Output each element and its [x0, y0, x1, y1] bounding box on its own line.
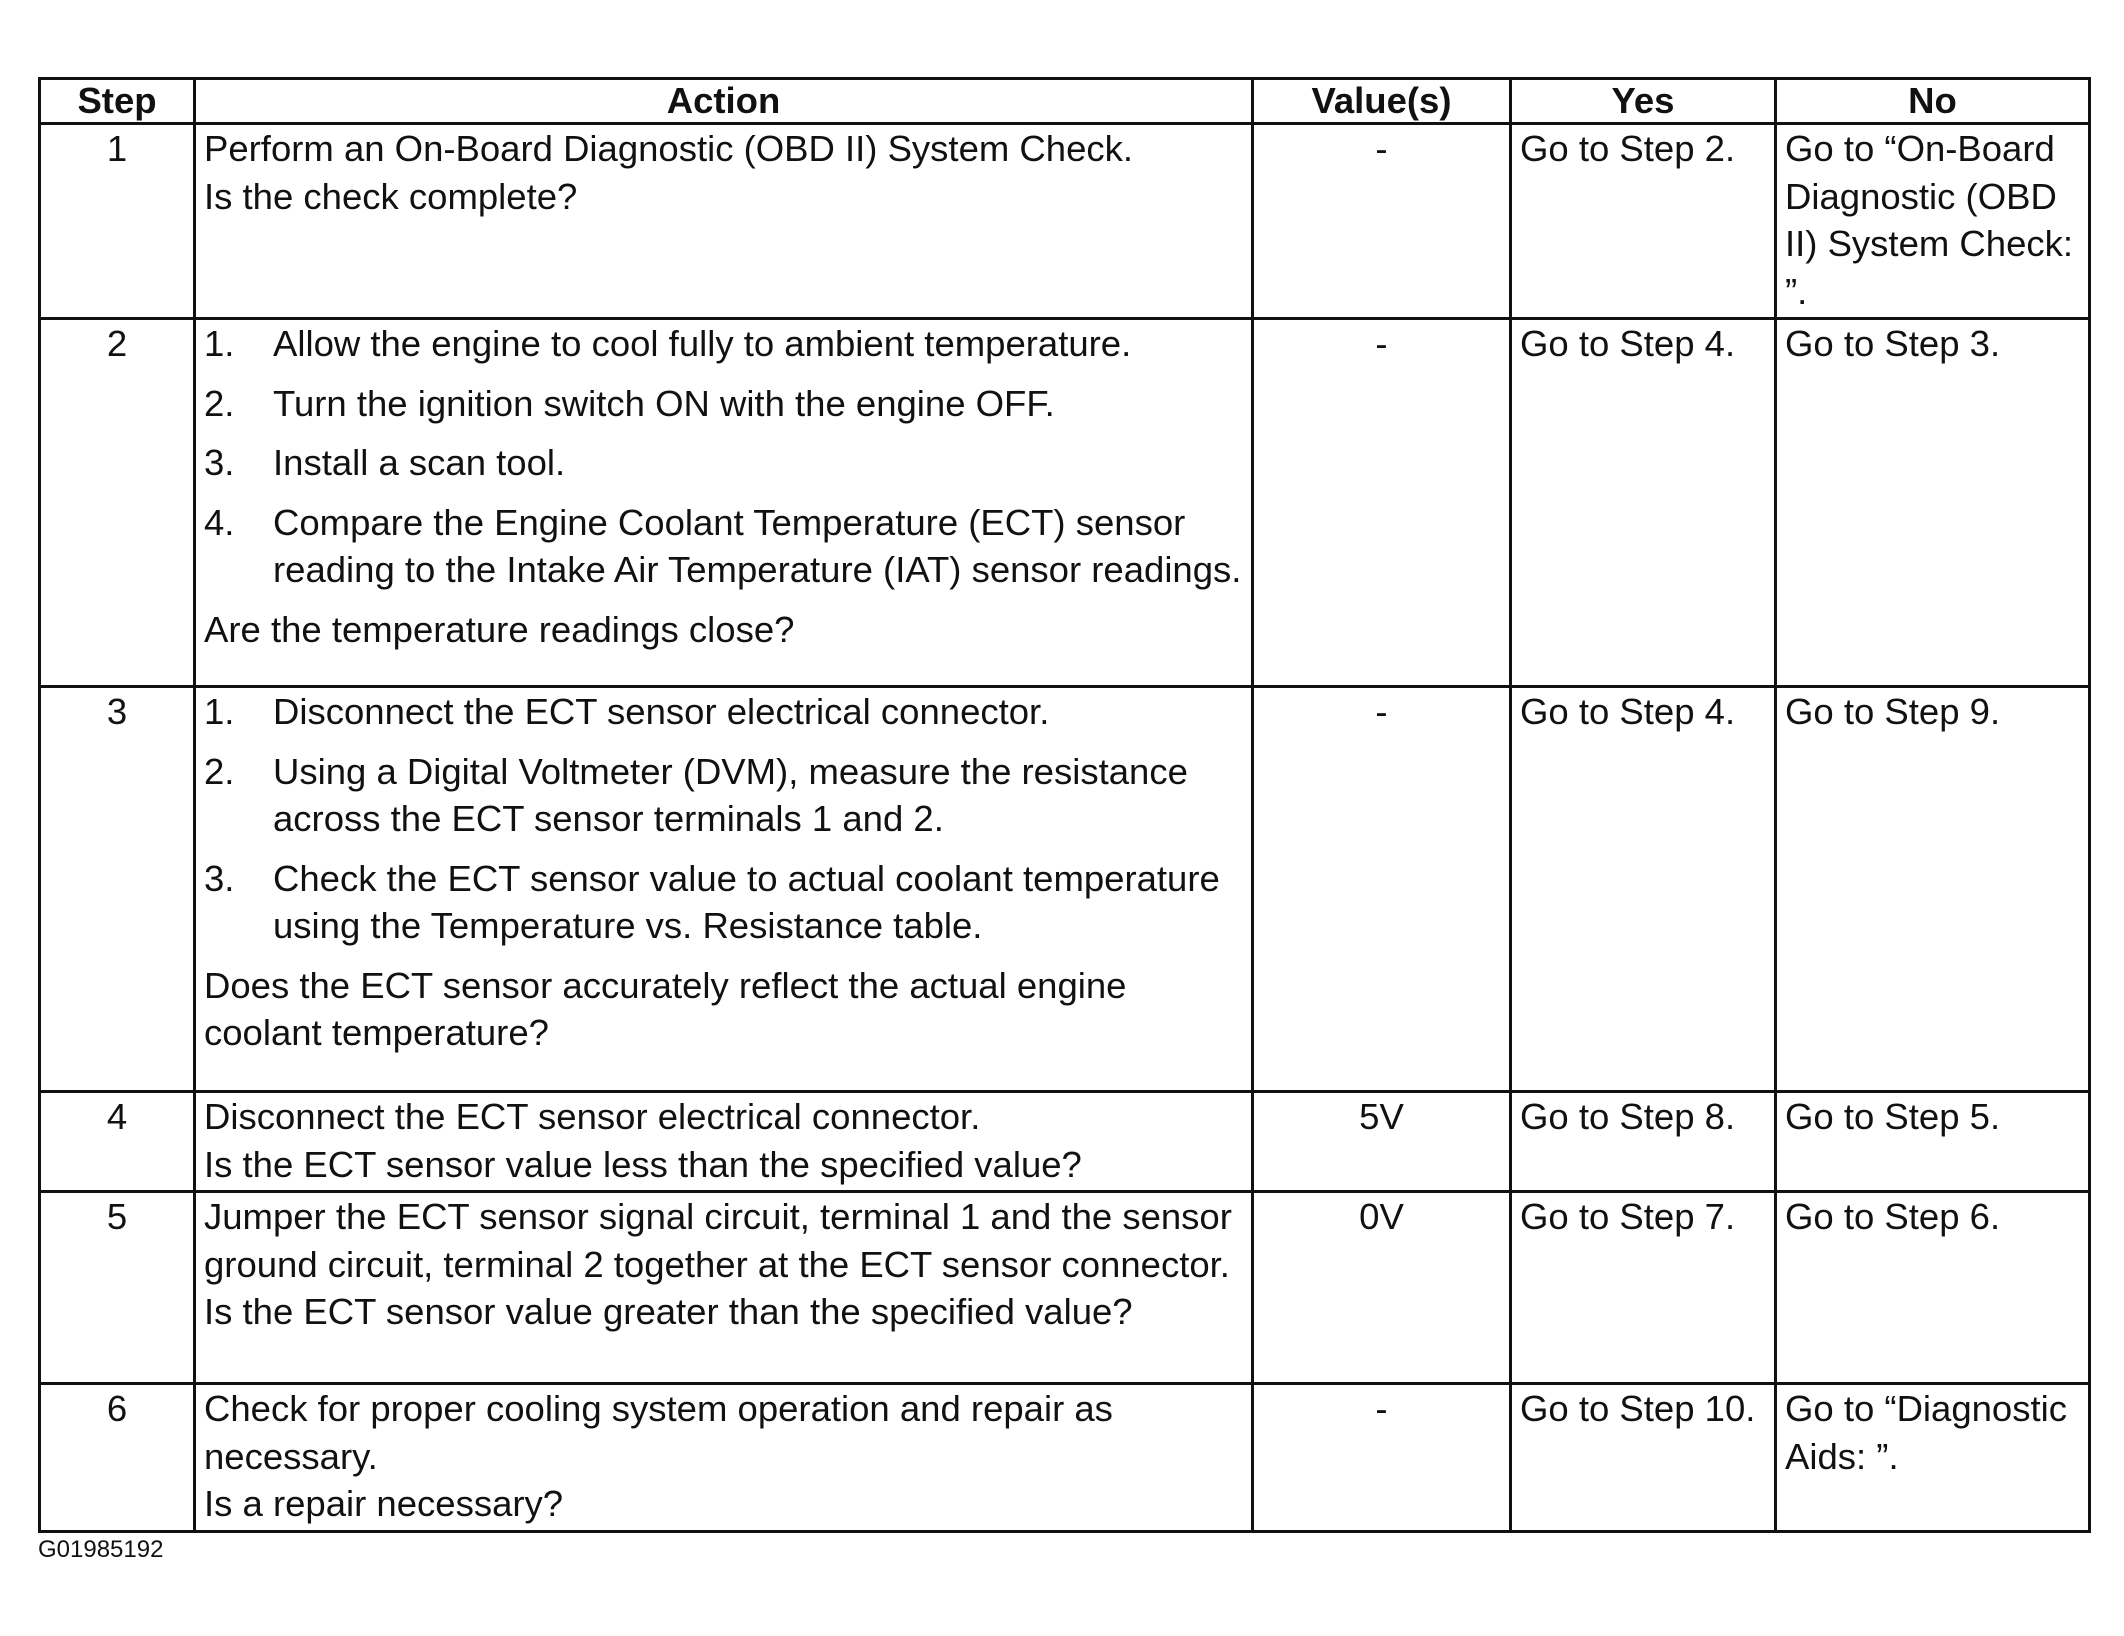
header-yes: Yes — [1511, 79, 1776, 124]
action-step-number: 4. — [204, 501, 235, 543]
action-text: Jumper the ECT sensor signal circuit, terminal 1 and the sensor ground circuit, terminal 2 together at the ECT sensor connector. — [204, 1196, 1232, 1285]
action-step-text: Allow the engine to cool fully to ambient temperature. — [273, 323, 1132, 364]
action-step-item — [204, 320, 1243, 368]
action-step-text: Check the ECT sensor value to actual coolant temperature using the Temperature vs. Resistance table. — [273, 857, 1220, 946]
action-text: Check for proper cooling system operation and repair as necessary. — [204, 1388, 1113, 1477]
action-question: Is the ECT sensor value greater than the specified value? — [204, 1291, 1133, 1332]
no-cell: Go to Step 6. — [1776, 1192, 2090, 1384]
action-step-item — [204, 380, 1243, 428]
header-no: No — [1776, 79, 2090, 124]
step-number: 3 — [40, 687, 195, 1092]
action-cell — [195, 319, 1253, 687]
header-step: Step — [40, 79, 195, 124]
action-cell — [195, 1092, 1253, 1192]
action-step-item — [204, 855, 1243, 950]
table-row — [40, 1384, 2090, 1532]
header-values: Value(s) — [1253, 79, 1511, 124]
action-step-text: Turn the ignition switch ON with the engine OFF. — [273, 382, 1055, 424]
action-question: Are the temperature readings close? — [204, 608, 795, 650]
step-number: 5 — [40, 1192, 195, 1384]
action-steps-list — [204, 320, 1243, 594]
table-row — [40, 1192, 2090, 1384]
action-text: Perform an On-Board Diagnostic (OBD II) System Check. — [204, 128, 1134, 169]
action-question: Is a repair necessary? — [204, 1483, 564, 1524]
value-cell: - — [1253, 1384, 1511, 1532]
no-cell: Go to “On-Board Diagnostic (OBD II) System Check: ”. — [1776, 124, 2090, 319]
action-step-number: 3. — [204, 442, 235, 483]
action-cell — [195, 687, 1253, 1092]
action-step-item — [204, 499, 1243, 594]
step-number: 4 — [40, 1092, 195, 1192]
diagnostic-table — [38, 77, 2091, 1533]
action-step-text: Compare the Engine Coolant Temperature (ECT) sensor reading to the Intake Air Temperature (IAT) sensor readings. — [273, 501, 1242, 590]
action-steps-list — [204, 688, 1243, 950]
action-cell — [195, 124, 1253, 319]
step-number: 1 — [40, 124, 195, 319]
action-step-text: Disconnect the ECT sensor electrical connector. — [273, 691, 1050, 732]
step-number: 6 — [40, 1384, 195, 1532]
action-step-text: Using a Digital Voltmeter (DVM), measure the resistance across the ECT sensor terminals 1 and 2. — [273, 750, 1188, 839]
table-row — [40, 319, 2090, 687]
action-step-number: 1. — [204, 323, 235, 364]
yes-cell: Go to Step 7. — [1511, 1192, 1776, 1384]
action-step-item — [204, 688, 1243, 736]
action-step-number: 3. — [204, 857, 235, 899]
value-cell: 0V — [1253, 1192, 1511, 1384]
action-question: Is the ECT sensor value less than the specified value? — [204, 1143, 1082, 1185]
figure-id: G01985192 — [38, 1536, 164, 1563]
step-number: 2 — [40, 319, 195, 687]
table-row — [40, 124, 2090, 319]
yes-cell: Go to Step 8. — [1511, 1092, 1776, 1192]
action-cell — [195, 1192, 1253, 1384]
action-text: Disconnect the ECT sensor electrical connector. — [204, 1096, 981, 1137]
no-cell: Go to Step 9. — [1776, 687, 2090, 1092]
yes-cell: Go to Step 4. — [1511, 319, 1776, 687]
action-step-number: 2. — [204, 382, 235, 424]
action-cell — [195, 1384, 1253, 1532]
yes-cell: Go to Step 10. — [1511, 1384, 1776, 1532]
action-step-text: Install a scan tool. — [273, 442, 566, 483]
table-row — [40, 1092, 2090, 1192]
value-cell: 5V — [1253, 1092, 1511, 1192]
no-cell: Go to “Diagnostic Aids: ”. — [1776, 1384, 2090, 1532]
value-cell: - — [1253, 319, 1511, 687]
no-cell: Go to Step 5. — [1776, 1092, 2090, 1192]
action-step-item — [204, 439, 1243, 487]
action-question: Does the ECT sensor accurately reflect the actual engine coolant temperature? — [204, 964, 1127, 1053]
value-cell: - — [1253, 687, 1511, 1092]
action-step-number: 2. — [204, 750, 235, 792]
no-cell: Go to Step 3. — [1776, 319, 2090, 687]
value-cell: - — [1253, 124, 1511, 319]
yes-cell: Go to Step 2. — [1511, 124, 1776, 319]
header-row — [40, 79, 2090, 124]
action-step-number: 1. — [204, 691, 235, 732]
action-question: Is the check complete? — [204, 175, 578, 217]
table-row — [40, 687, 2090, 1092]
action-step-item — [204, 748, 1243, 843]
yes-cell: Go to Step 4. — [1511, 687, 1776, 1092]
header-action: Action — [195, 79, 1253, 124]
table-body — [40, 124, 2090, 1532]
